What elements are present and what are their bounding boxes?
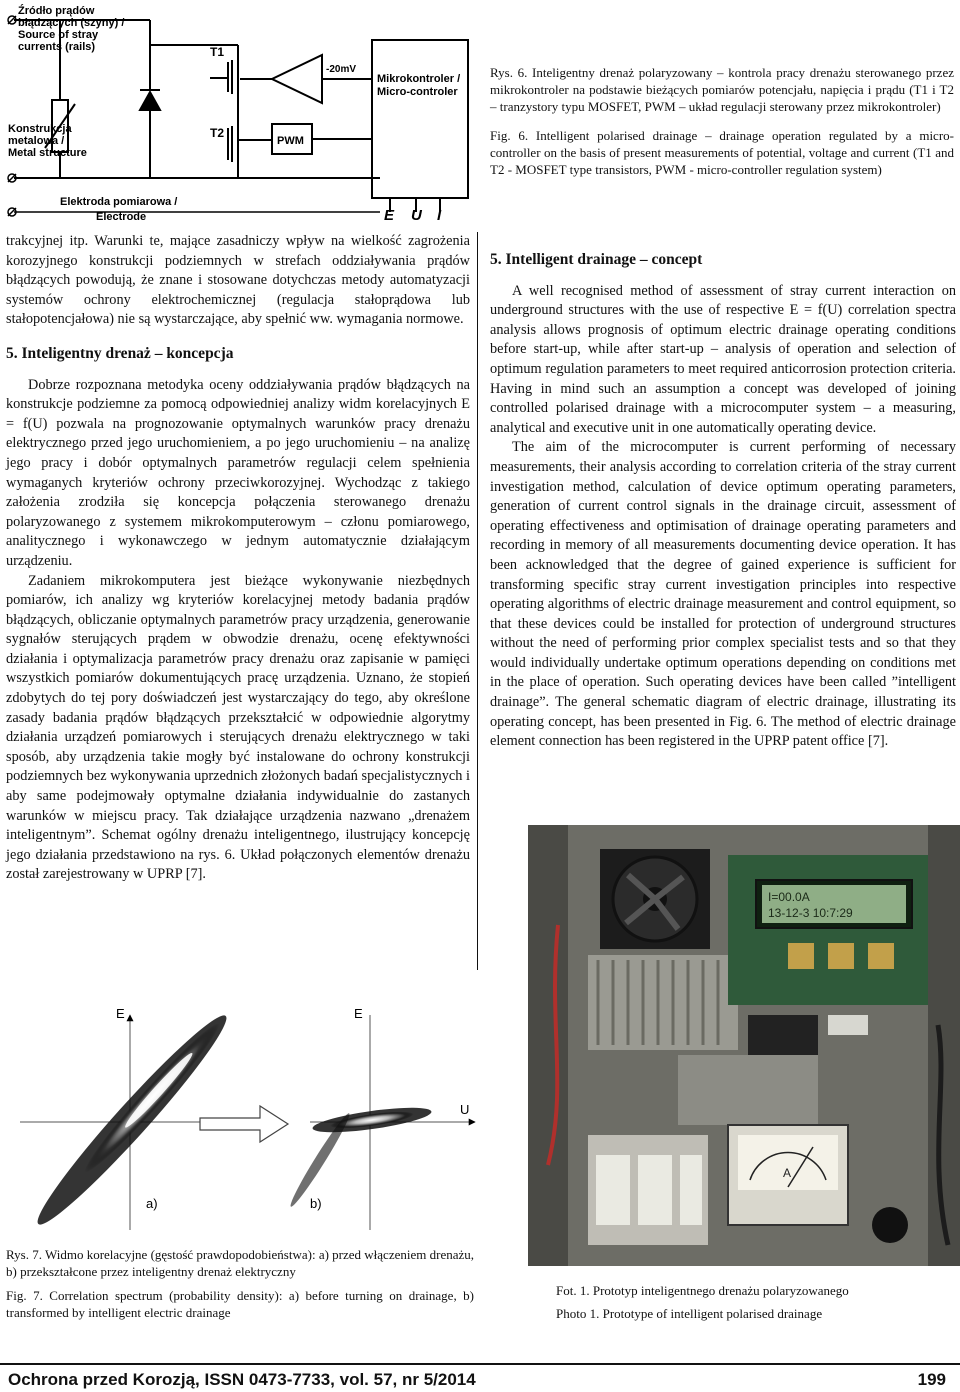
fig7-caption	[6, 1246, 474, 1321]
fig6-caption-en: Fig. 6. Intelligent polarised drainage – drainage operation regulated by a micro-controller on the basis of present measurements of potential, voltage and current (T1 and T2 - MOSFET type transistors, PWM - micro-controller regulation system)	[490, 128, 954, 177]
transform-arrow-icon	[200, 1106, 288, 1142]
fig6-caption	[490, 64, 954, 178]
micro-label: Mikrokontroler / Micro-controler	[377, 73, 461, 98]
i-input-label: I	[437, 207, 442, 222]
fig7-correlation-spectrum	[20, 990, 482, 1234]
t2-label: T2	[210, 126, 225, 140]
left-section-heading: 5. Inteligentny drenaż – koncepcja	[6, 344, 234, 362]
fig7-a-label: a)	[146, 1196, 158, 1211]
t1-label: T1	[210, 45, 225, 59]
photo-caption-pl: Fot. 1. Prototyp inteligentnego drenażu polaryzowanego	[556, 1283, 849, 1298]
ammeter-label: A	[783, 1166, 792, 1180]
fig6-caption-pl: Rys. 6. Inteligentny drenaż polaryzowany – kontrola pracy drenażu sterowanego przez mikrokontroler na podstawie bieżących pomiarów potencjału, napięcia i prądu (T1 i T2 – tranzystory typu MOSFET, PWM – układ regulacji sterowany przez mikrokontroler)	[490, 65, 954, 114]
footer-rule	[0, 1363, 960, 1365]
footer-journal: Ochrona przed Korozją, ISSN 0473-7733, vol. 57, nr 5/2014	[8, 1370, 476, 1389]
photo-caption	[556, 1282, 956, 1322]
column-divider	[477, 232, 478, 970]
prototype-photo-drawing	[528, 825, 960, 1266]
fig7-caption-pl: Rys. 7. Widmo korelacyjne (gęstość prawdopodobieństwa): a) przed włączeniem drenażu, b) przekształcone przez inteligentny drenaż elektryczny	[6, 1247, 474, 1279]
fig7-caption-en: Fig. 7. Correlation spectrum (probability density): a) before turning on drainage, b) transformed by intelligent electric drainage	[6, 1288, 474, 1320]
threshold-label: -20mV	[326, 64, 357, 75]
right-section-heading: 5. Intelligent drainage – concept	[490, 251, 703, 268]
right-column	[490, 244, 956, 752]
photo-caption-en: Photo 1. Prototype of intelligent polarised drainage	[556, 1306, 823, 1321]
right-paragraph-2: The aim of the microcomputer is current performing of necessary measurements, their analysis according to correlation criteria of the stray current investigation method, calculation of device optimum operating parameters, generation of current control signals in the drainage circuit, assessment of operating effectiveness and optimisation of drainage operating parameters and recording in memory of all measurements documenting device operation. It has been acknowledged that the degree of gained experience is sufficient for transforming specific stray current investigation principles into respective operating algorithms of electric drainage measurement and control equipment, so that these devices could be installed for protection of underground structures without the need of performing prior complex specialist tests and so that they would individually undertake optimum operations depending on conditions met in the place of operation. Such operating devices have been called ”intelligent drainage”. The general schematic diagram of electric drainage, illustrating its operating concept, has been presented in Fig. 6. The method of electric drainage element connection has been registered in the UPRP patent office [7].	[490, 439, 956, 750]
right-paragraph-1: A well recognised method of assessment of stray current interaction on underground structures with the use of respective E = f(U) correlation spectra analysis allows prognosis of optimum electric drainage operating conditions before start-up, while after start-up – analysis of operation and selection of optimum regulation parameters to meet required anticorrosion protection criteria. Having in mind such an assumption a concept was developed of joining controlled polarised drainage with a microcomputer system – a measuring, analytical and executive unit in one automatically operating device.	[490, 282, 956, 436]
source-label: Źródło prądów błądzących (szyny) / Source of stray currents (rails)	[18, 5, 125, 53]
u-input-label: U	[411, 207, 422, 222]
left-paragraph-2: Dobrze rozpoznana metodyka oceny oddziaływania prądów błądzących na konstrukcje podziemne za pomocą odpowiedniej analizy widm korelacyjnych E = f(U) pozwala na prognozowanie optymalnych warunków pracy drenażu elektrycznego przed jego uruchomieniem, a po jego uruchomieniu – na analizę jego pracy i dobór optymalnych parametrów regulacji celem spełnienia wymaganych kryteriów ochrony przeciwkorozyjnej. Wychodząc z takiego założenia zrodziła się koncepcja połączenia sterowanego drenażu polaryzowanego z systemem mikrokomputerowym – członu pomiarowego, analitycznego i wykonawczego w jednym automatycznie działającym urządzeniu.	[6, 376, 470, 569]
prototype-photo	[528, 825, 960, 1266]
fig7-e-axis-label-b: E	[354, 1006, 363, 1021]
e-input-label: E	[384, 207, 395, 222]
pwm-label: PWM	[277, 135, 304, 147]
fig7-e-axis-label: E	[116, 1006, 125, 1021]
left-paragraph-3: Zadaniem mikrokomputera jest bieżące wykonywanie niezbędnych pomiarów, ich analizy wg kryteriów korelacyjnej metody badania prądów błądzących, obliczanie optymalnych parametrów pracy urządzenia, generowanie sygnałów sterujących prądem w obwodzie drenażu, ocenę efektywności działania i optymalizacja parametrów pracy drenażu oraz zapisanie w pamięci wszystkich pomiarów dokumentujących pracę urządzenia. Uznano, że stopień zdobytych do tej pory doświadczeń jest wystarczający do tego, aby określone zasady badania prądów błądzących przekształcić w odpowiednie algorytmy działania urządzeń pomiarowych i sterujących drenażu elektrycznego w taki sposób, aby urządzenia takie mogły być instalowane do ochrony konstrukcji podziemnych bez wykonywania uprzednich złożonych badań specjalistycznych i aby same podejmowały optymalne działania indywidualnie do zastanych warunków w miejscu pracy. Tak działające urządzenia nazwano „drenażem inteligentnym”. Schemat ogólny drenażu inteligentnego, ilustrujący koncepcję jego działania przedstawiono na rys. 6. Układ połączonych elementów drenażu został zarejestrowany w UPRP [7].	[6, 572, 470, 883]
fig6-circuit-diagram	[0, 0, 478, 222]
fig7-u-axis-label: U	[460, 1102, 470, 1117]
page-number: 199	[917, 1370, 946, 1389]
lcd-line-2: 13-12-3 10:7:29	[768, 906, 853, 920]
fig7-b-label: b)	[310, 1196, 322, 1211]
electrode-label: Elektroda pomiarowa / Electrode	[60, 196, 178, 222]
left-column	[6, 232, 470, 885]
structure-label: Konstrukcja metalowa / Metal structure	[8, 123, 87, 159]
left-paragraph-1: trakcyjnej itp. Warunki te, mające zasadniczy wpływ na wielkość zagrożenia korozyjnego konstrukcji podziemnych w strefach oddziaływania prądów błądzących powodują, że znane i stosowane dotychczas metody automatyzacji systemów ochrony elektrochemicznej (regulacja stałoprądowa lub stałopotencjałowa) nie są wystarczające, aby spełnić ww. wymagania normowe.	[6, 233, 470, 328]
lcd-line-1: I=00.0A	[768, 890, 810, 904]
